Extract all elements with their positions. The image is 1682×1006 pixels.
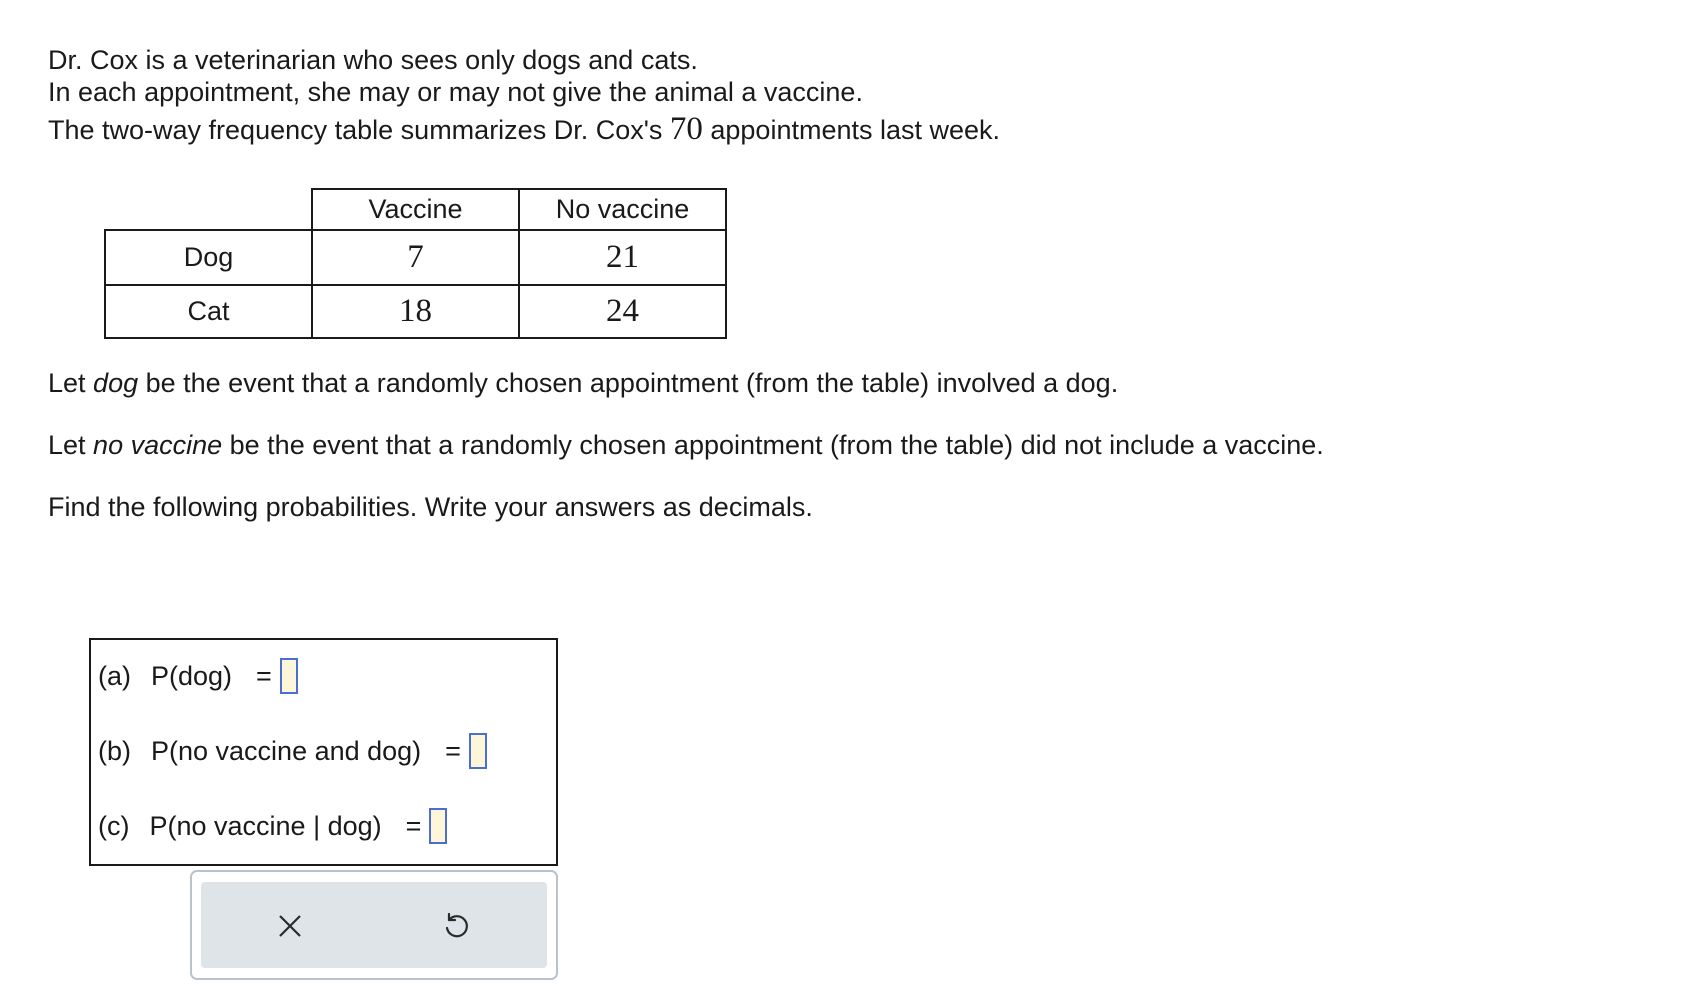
- cell-cat-no-vaccine: 24: [519, 285, 726, 338]
- answer-input-a[interactable]: [280, 658, 298, 694]
- event-no-vaccine-term: no vaccine: [93, 430, 223, 460]
- answer-part-label: (b): [98, 735, 131, 766]
- answer-part-label: (c): [98, 810, 130, 841]
- action-panel: [190, 870, 558, 980]
- table-row: [105, 285, 726, 338]
- table-header-row: [105, 189, 726, 230]
- answer-input-b[interactable]: [469, 733, 487, 769]
- answer-row-a: [98, 654, 298, 698]
- equals-sign: =: [445, 735, 461, 766]
- row-label-cat: Cat: [105, 285, 312, 338]
- answer-box: [89, 638, 558, 866]
- event-no-vaccine-rest: be the event that a randomly chosen appointment (from the table) did not include a vaccine.: [222, 430, 1324, 460]
- event-dog-definition: [48, 366, 1118, 400]
- answer-expression: P(no vaccine and dog): [151, 735, 422, 766]
- answer-row-b: [98, 729, 487, 773]
- answer-row-c: [98, 804, 447, 848]
- undo-button[interactable]: [431, 902, 479, 950]
- answer-part-label: (a): [98, 660, 131, 691]
- intro-line-3-after: appointments last week.: [702, 115, 1001, 145]
- table-corner: [105, 189, 312, 230]
- row-label-dog: Dog: [105, 230, 312, 285]
- intro-line-3-before: The two-way frequency table summarizes Dr. Cox's: [48, 115, 670, 145]
- instruction-text: Find the following probabilities. Write your answers as decimals.: [48, 492, 813, 522]
- frequency-table: [104, 188, 727, 339]
- equals-sign: =: [256, 660, 272, 691]
- col-header-vaccine: Vaccine: [312, 189, 519, 230]
- intro-line-2: In each appointment, she may or may not give the animal a vaccine.: [48, 77, 863, 107]
- event-no-vaccine-prefix: Let: [48, 430, 94, 460]
- table-row: [105, 230, 726, 285]
- answer-expression: P(dog): [151, 660, 233, 691]
- undo-icon: [440, 911, 470, 941]
- event-dog-rest: be the event that a randomly chosen appointment (from the table) involved a dog.: [138, 368, 1119, 398]
- cell-dog-no-vaccine: 21: [519, 230, 726, 285]
- intro-line-3: [48, 112, 1000, 147]
- event-dog-prefix: Let: [48, 368, 94, 398]
- answer-expression: P(no vaccine | dog): [149, 810, 382, 841]
- cell-dog-vaccine: 7: [312, 230, 519, 285]
- close-icon: [277, 913, 303, 939]
- action-panel-inner: [201, 882, 547, 968]
- event-dog-term: dog: [93, 368, 139, 398]
- answer-input-c[interactable]: [429, 808, 447, 844]
- cell-cat-vaccine: 18: [312, 285, 519, 338]
- col-header-no-vaccine: No vaccine: [519, 189, 726, 230]
- equals-sign: =: [405, 810, 422, 841]
- event-no-vaccine-definition: [48, 428, 1324, 462]
- clear-button[interactable]: [266, 902, 314, 950]
- appointment-total: 70: [669, 111, 703, 147]
- intro-line-1: Dr. Cox is a veterinarian who sees only dogs and cats.: [48, 45, 698, 75]
